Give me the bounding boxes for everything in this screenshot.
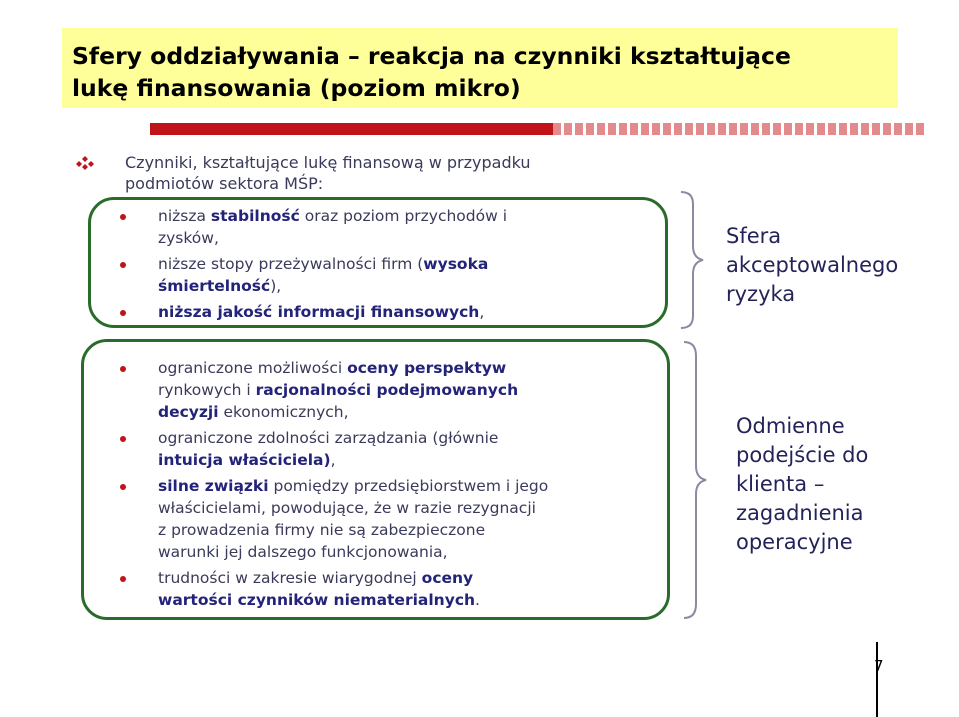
decorative-block xyxy=(553,123,561,135)
decorative-bar-solid xyxy=(150,123,553,135)
list-item-line xyxy=(158,541,660,563)
item-text: rynkowych i xyxy=(158,381,256,399)
list-item xyxy=(120,205,660,249)
item-text: ), xyxy=(270,277,282,295)
decorative-bar-blocks xyxy=(553,123,927,135)
item-text: warunki jej dalszego funkcjonowania, xyxy=(158,543,448,561)
decorative-block xyxy=(894,123,902,135)
decorative-block xyxy=(806,123,814,135)
decorative-block xyxy=(652,123,660,135)
decorative-block xyxy=(685,123,693,135)
decorative-block xyxy=(630,123,638,135)
decorative-block xyxy=(619,123,627,135)
decorative-block xyxy=(608,123,616,135)
group2-label-line: klienta – xyxy=(736,472,825,496)
intro-text xyxy=(125,152,645,194)
item-text: , xyxy=(479,303,485,321)
bullet-dot-icon xyxy=(120,366,126,372)
list-item xyxy=(120,301,660,323)
list-item-line xyxy=(158,427,660,449)
decorative-block xyxy=(718,123,726,135)
decorative-block xyxy=(828,123,836,135)
emphasized-text: oceny xyxy=(421,569,474,587)
decorative-block xyxy=(850,123,858,135)
emphasized-text: śmiertelność xyxy=(158,277,271,295)
list-item xyxy=(120,567,660,611)
diamond-dots-icon xyxy=(76,155,94,174)
item-text: pomiędzy przedsiębiorstwem i jego xyxy=(268,477,549,495)
emphasized-text: wysoka xyxy=(423,255,489,273)
decorative-block xyxy=(784,123,792,135)
emphasized-text: wartości czynników niematerialnych xyxy=(158,591,476,609)
group2-label-line: zagadnienia xyxy=(736,501,864,525)
decorative-block xyxy=(674,123,682,135)
emphasized-text: intuicja właściciela) xyxy=(158,451,331,469)
group2-label-line: operacyjne xyxy=(736,530,853,554)
list-item-line xyxy=(158,401,660,423)
group2-label-line: Odmienne xyxy=(736,414,845,438)
decorative-block xyxy=(575,123,583,135)
item-text: ograniczone możliwości xyxy=(158,359,348,377)
right-brace-2 xyxy=(682,340,712,620)
list-item-line xyxy=(158,205,660,227)
intro-line: Czynniki, kształtujące lukę finansową w przypadku xyxy=(125,153,531,172)
decorative-block xyxy=(707,123,715,135)
decorative-block xyxy=(586,123,594,135)
intro-line: podmiotów sektora MŚP: xyxy=(125,174,324,193)
group2-label-line: podejście do xyxy=(736,443,869,467)
item-text: oraz poziom przychodów i xyxy=(299,207,508,225)
decorative-block xyxy=(729,123,737,135)
title-line: lukę finansowania (poziom mikro) xyxy=(72,74,521,102)
decorative-block xyxy=(564,123,572,135)
decorative-block xyxy=(916,123,924,135)
item-text: niższa xyxy=(158,207,211,225)
list-item-line xyxy=(158,253,660,275)
decorative-block xyxy=(817,123,825,135)
decorative-block xyxy=(762,123,770,135)
emphasized-text: stabilność xyxy=(210,207,300,225)
decorative-block xyxy=(795,123,803,135)
group1-list xyxy=(120,205,660,327)
emphasized-text: silne związki xyxy=(158,477,269,495)
decorative-block xyxy=(883,123,891,135)
decorative-block xyxy=(663,123,671,135)
decorative-block xyxy=(905,123,913,135)
list-item-line xyxy=(158,589,660,611)
decorative-block xyxy=(872,123,880,135)
list-item-line xyxy=(158,519,660,541)
list-item-line xyxy=(158,379,660,401)
bullet-dot-icon xyxy=(120,262,126,268)
emphasized-text: niższa jakość informacji finansowych xyxy=(158,303,480,321)
decorative-block xyxy=(641,123,649,135)
decorative-block xyxy=(861,123,869,135)
list-item-line xyxy=(158,567,660,589)
list-item-line xyxy=(158,301,660,323)
item-text: , xyxy=(330,451,336,469)
slide-title xyxy=(72,40,892,104)
bullet-dot-icon xyxy=(120,436,126,442)
decorative-block xyxy=(839,123,847,135)
item-text: . xyxy=(475,591,480,609)
list-item xyxy=(120,357,660,423)
emphasized-text: racjonalności podejmowanych xyxy=(255,381,519,399)
page-number: 7 xyxy=(874,657,884,675)
list-item xyxy=(120,475,660,563)
list-item-line xyxy=(158,227,660,249)
bullet-dot-icon xyxy=(120,310,126,316)
decorative-block xyxy=(751,123,759,135)
emphasized-text: oceny perspektyw xyxy=(347,359,507,377)
group2-list xyxy=(120,357,660,615)
item-text: z prowadzenia firmy nie są zabezpieczone xyxy=(158,521,486,539)
list-item-line xyxy=(158,497,660,519)
item-text: zysków, xyxy=(158,229,219,247)
list-item xyxy=(120,253,660,297)
list-item-line xyxy=(158,475,660,497)
item-text: niższe stopy przeżywalności firm ( xyxy=(158,255,424,273)
emphasized-text: decyzji xyxy=(158,403,219,421)
bullet-dot-icon xyxy=(120,214,126,220)
item-text: trudności w zakresie wiarygodnej xyxy=(158,569,422,587)
list-item-line xyxy=(158,449,660,471)
group2-label xyxy=(736,412,868,557)
item-text: ograniczone zdolności zarządzania (głównie xyxy=(158,429,499,447)
item-text: ekonomicznych, xyxy=(218,403,349,421)
bullet-dot-icon xyxy=(120,576,126,582)
group1-label-line: ryzyka xyxy=(726,282,796,306)
group1-label-line: akceptowalnego xyxy=(726,253,899,277)
item-text: właścicielami, powodujące, że w razie rezygnacji xyxy=(158,499,536,517)
list-item-line xyxy=(158,275,660,297)
decorative-block xyxy=(696,123,704,135)
title-line: Sfery oddziaływania – reakcja na czynniki kształtujące xyxy=(72,42,791,70)
decorative-block xyxy=(773,123,781,135)
list-item xyxy=(120,427,660,471)
list-item-line xyxy=(158,357,660,379)
decorative-bar xyxy=(150,123,934,135)
group1-label xyxy=(726,222,898,309)
bullet-dot-icon xyxy=(120,484,126,490)
group1-label-line: Sfera xyxy=(726,224,782,248)
decorative-block xyxy=(740,123,748,135)
decorative-block xyxy=(597,123,605,135)
page-number-divider xyxy=(876,642,878,717)
right-brace-1 xyxy=(679,190,709,330)
